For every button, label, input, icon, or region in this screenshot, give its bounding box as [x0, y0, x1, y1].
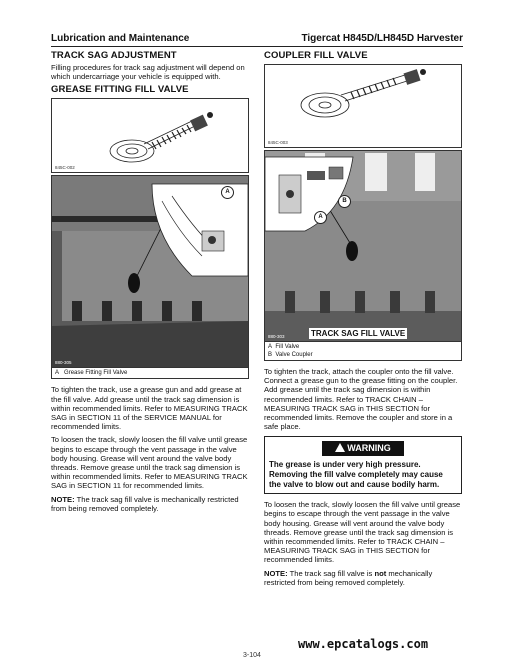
photo-label: TRACK SAG FILL VALVE: [311, 329, 406, 338]
tighten-paragraph: To tighten the track, attach the coupler onto the fill valve. Connect a grease gun to the grease fitting on the coupler. Add grease until the track sag dimension is within recommended limits. Refer to TRACK CHAIN – MEASURING TRACK SAG in THIS SECTION for recommended limits. Remove the coupler and store in a safe place.: [264, 367, 458, 432]
grease-fitting-subtitle: GREASE FITTING FILL VALVE: [51, 84, 189, 96]
tighten-paragraph: To tighten the track, use a grease gun and add grease at the fill valve. Add grease until the track sag dimension is within recommended limits. Refer to MEASURING TRACK SAG in SECTION 11 of the SERVICE MANUAL for recommended limits.: [51, 385, 248, 432]
coupler-illustration: [265, 65, 461, 147]
undercarriage-photo-render: [52, 176, 248, 367]
warning-box: [264, 436, 462, 494]
note-text: The track sag fill valve is mechanically restricted from being removed completely.: [51, 494, 239, 513]
warning-banner: [322, 441, 404, 456]
warning-label: WARNING: [347, 443, 391, 454]
figure-code: 845C-002: [55, 165, 75, 171]
intro-paragraph: Filling procedures for track sag adjustment will depend on which undercarriage your vehicle is equipped with.: [51, 63, 245, 82]
watermark: www.epcatalogs.com: [298, 637, 429, 651]
page-header: [51, 33, 463, 47]
note-paragraph: [264, 569, 462, 587]
note-text-pre: The track sag fill valve is: [287, 568, 375, 578]
caption-a-text: Fill Valve: [275, 344, 300, 350]
callout-a: A: [221, 186, 234, 199]
photo-code: 880-303: [268, 334, 285, 339]
header-section-title: Lubrication and Maintenance: [51, 33, 190, 44]
loosen-paragraph: To loosen the track, slowly loosen the fill valve until grease begins to escape through the vent passage in the valve body housing. Grease will vent around the valve body threads. Remove grease until the track sag dimension is within recommended limits. Refer to MEASURING TRACK SAG in SECTION 11 for recommended limits.: [51, 435, 248, 491]
figure-caption: [51, 368, 249, 379]
note-paragraph: [51, 495, 249, 513]
caption-a-letter: A: [268, 344, 273, 350]
coupler-title: COUPLER FILL VALVE: [264, 50, 368, 61]
coupler-photo: [264, 150, 462, 342]
note-text-post: mechanically restricted from being removed completely.: [264, 568, 433, 587]
header-machine-title: Tigercat H845D/LH845D Harvester: [301, 33, 463, 44]
page-number: 3-104: [243, 652, 261, 659]
note-label: NOTE:: [51, 494, 75, 504]
callout-b: B: [338, 195, 351, 208]
coupler-photo-render: [265, 151, 461, 341]
photo-code: 880-305: [55, 360, 72, 366]
caption-b-letter: B: [268, 352, 273, 358]
left-column: [51, 50, 249, 513]
grease-fitting-photo: [51, 175, 249, 368]
note-text-bold: not: [374, 568, 387, 578]
grease-fitting-figure: [51, 98, 249, 173]
grease-fitting-illustration: [52, 99, 248, 172]
coupler-figure: [264, 64, 462, 148]
caption-letter: A: [55, 370, 60, 377]
warning-text: The grease is under very high pressure. Removing the fill valve completely may cause the valve to blow out and cause bodily harm.: [269, 460, 443, 489]
right-column: [264, 50, 462, 587]
loosen-paragraph: To loosen the track, slowly loosen the fill valve until grease begins to escape through the vent passage in the valve body housing. Grease will vent around the valve body threads. Remove grease until the track sag dimension is within recommended limits. Refer to TRACK CHAIN – MEASURING TRACK SAG in THIS SECTION for recommended limits.: [264, 500, 461, 565]
caption-b-text: Valve Coupler: [275, 352, 313, 358]
callout-a: A: [314, 211, 327, 224]
track-sag-title: TRACK SAG ADJUSTMENT: [51, 50, 177, 61]
figure-caption: [264, 342, 462, 361]
caption-text: Grease Fitting Fill Valve: [64, 370, 128, 377]
warning-triangle-icon: [335, 443, 345, 452]
figure-code: 845C-003: [268, 140, 288, 145]
note-label: NOTE:: [264, 568, 288, 578]
